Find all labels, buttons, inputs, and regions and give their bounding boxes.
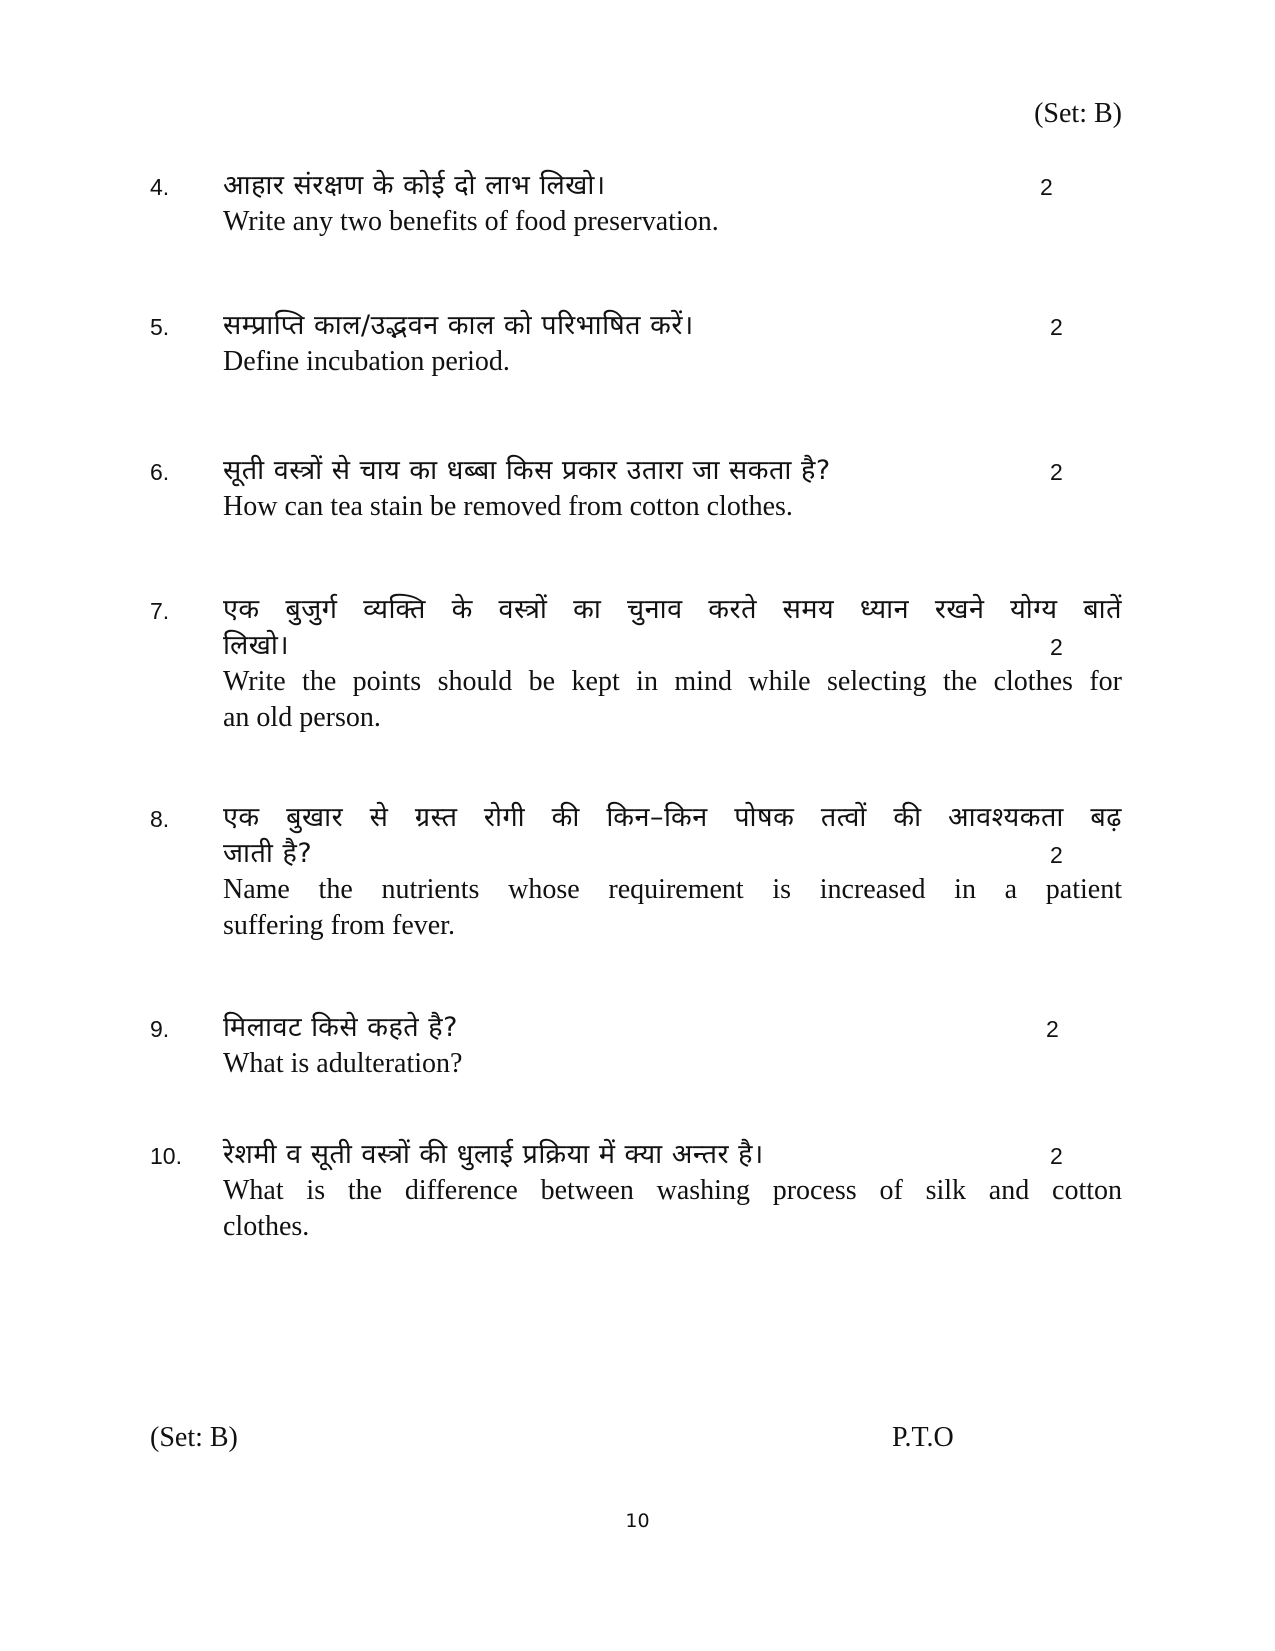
question-text-hindi: आहार संरक्षण के कोई दो लाभ लिखो।	[223, 170, 606, 201]
question-body	[223, 592, 1122, 736]
question-text-english: Write any two benefits of food preservation.	[223, 206, 719, 237]
question-text-hindi-line-1: एक बुखार से ग्रस्त रोगी की किन–किन पोषक तत्वों की आवश्यकता बढ़	[223, 802, 1122, 833]
question-text-hindi: सम्प्राप्ति काल/उद्भवन काल को परिभाषित करें।	[223, 310, 694, 341]
question-body	[223, 168, 1122, 240]
question-body	[223, 453, 1122, 525]
set-label-header: (Set: B)	[1034, 98, 1122, 129]
page-number: 10	[625, 1510, 650, 1532]
set-label-footer: (Set: B)	[150, 1422, 238, 1453]
question-number: 9.	[150, 1016, 170, 1042]
question-text-hindi: रेशमी व सूती वस्त्रों की धुलाई प्रक्रिया में क्या अन्तर है।	[223, 1139, 764, 1170]
question-marks: 2	[1050, 1143, 1063, 1169]
question-marks: 2	[1050, 842, 1063, 868]
question-text-english: How can tea stain be removed from cotton clothes.	[223, 491, 793, 522]
question-text-english-line-1: Write the points should be kept in mind while selecting the clothes for	[223, 666, 1122, 697]
question-marks: 2	[1050, 634, 1063, 660]
question-number: 6.	[150, 459, 170, 485]
question-number: 8.	[150, 806, 170, 832]
question-text-hindi-line-2: जाती है?	[223, 838, 313, 869]
question-body	[223, 308, 1122, 380]
question-text-hindi: सूती वस्त्रों से चाय का धब्बा किस प्रकार उतारा जा सकता है?	[223, 455, 831, 486]
question-text-english: What is adulteration?	[223, 1048, 463, 1079]
question-body	[223, 1137, 1122, 1245]
question-marks: 2	[1050, 314, 1063, 340]
question-marks: 2	[1046, 1016, 1059, 1042]
question-number: 5.	[150, 314, 170, 340]
question-text-hindi-line-2: लिखो।	[223, 630, 290, 661]
question-marks: 2	[1050, 459, 1063, 485]
question-text-english: Define incubation period.	[223, 346, 510, 377]
question-text-english-line-2: clothes.	[223, 1211, 310, 1242]
question-marks: 2	[1040, 174, 1053, 200]
question-text-hindi: मिलावट किसे कहते है?	[223, 1012, 458, 1043]
question-text-english-line-2: suffering from fever.	[223, 910, 455, 941]
question-body	[223, 1010, 1122, 1082]
question-text-english-line-1: What is the difference between washing process of silk and cotton	[223, 1175, 1122, 1206]
question-number: 7.	[150, 598, 170, 624]
question-number: 10.	[150, 1143, 182, 1169]
question-text-hindi-line-1: एक बुजुर्ग व्यक्ति के वस्त्रों का चुनाव करते समय ध्यान रखने योग्य बातें	[223, 594, 1122, 625]
question-text-english-line-2: an old person.	[223, 702, 381, 733]
question-text-english-line-1: Name the nutrients whose requirement is increased in a patient	[223, 874, 1122, 905]
question-number: 4.	[150, 174, 170, 200]
question-body	[223, 800, 1122, 944]
pto-label: P.T.O	[892, 1422, 954, 1453]
